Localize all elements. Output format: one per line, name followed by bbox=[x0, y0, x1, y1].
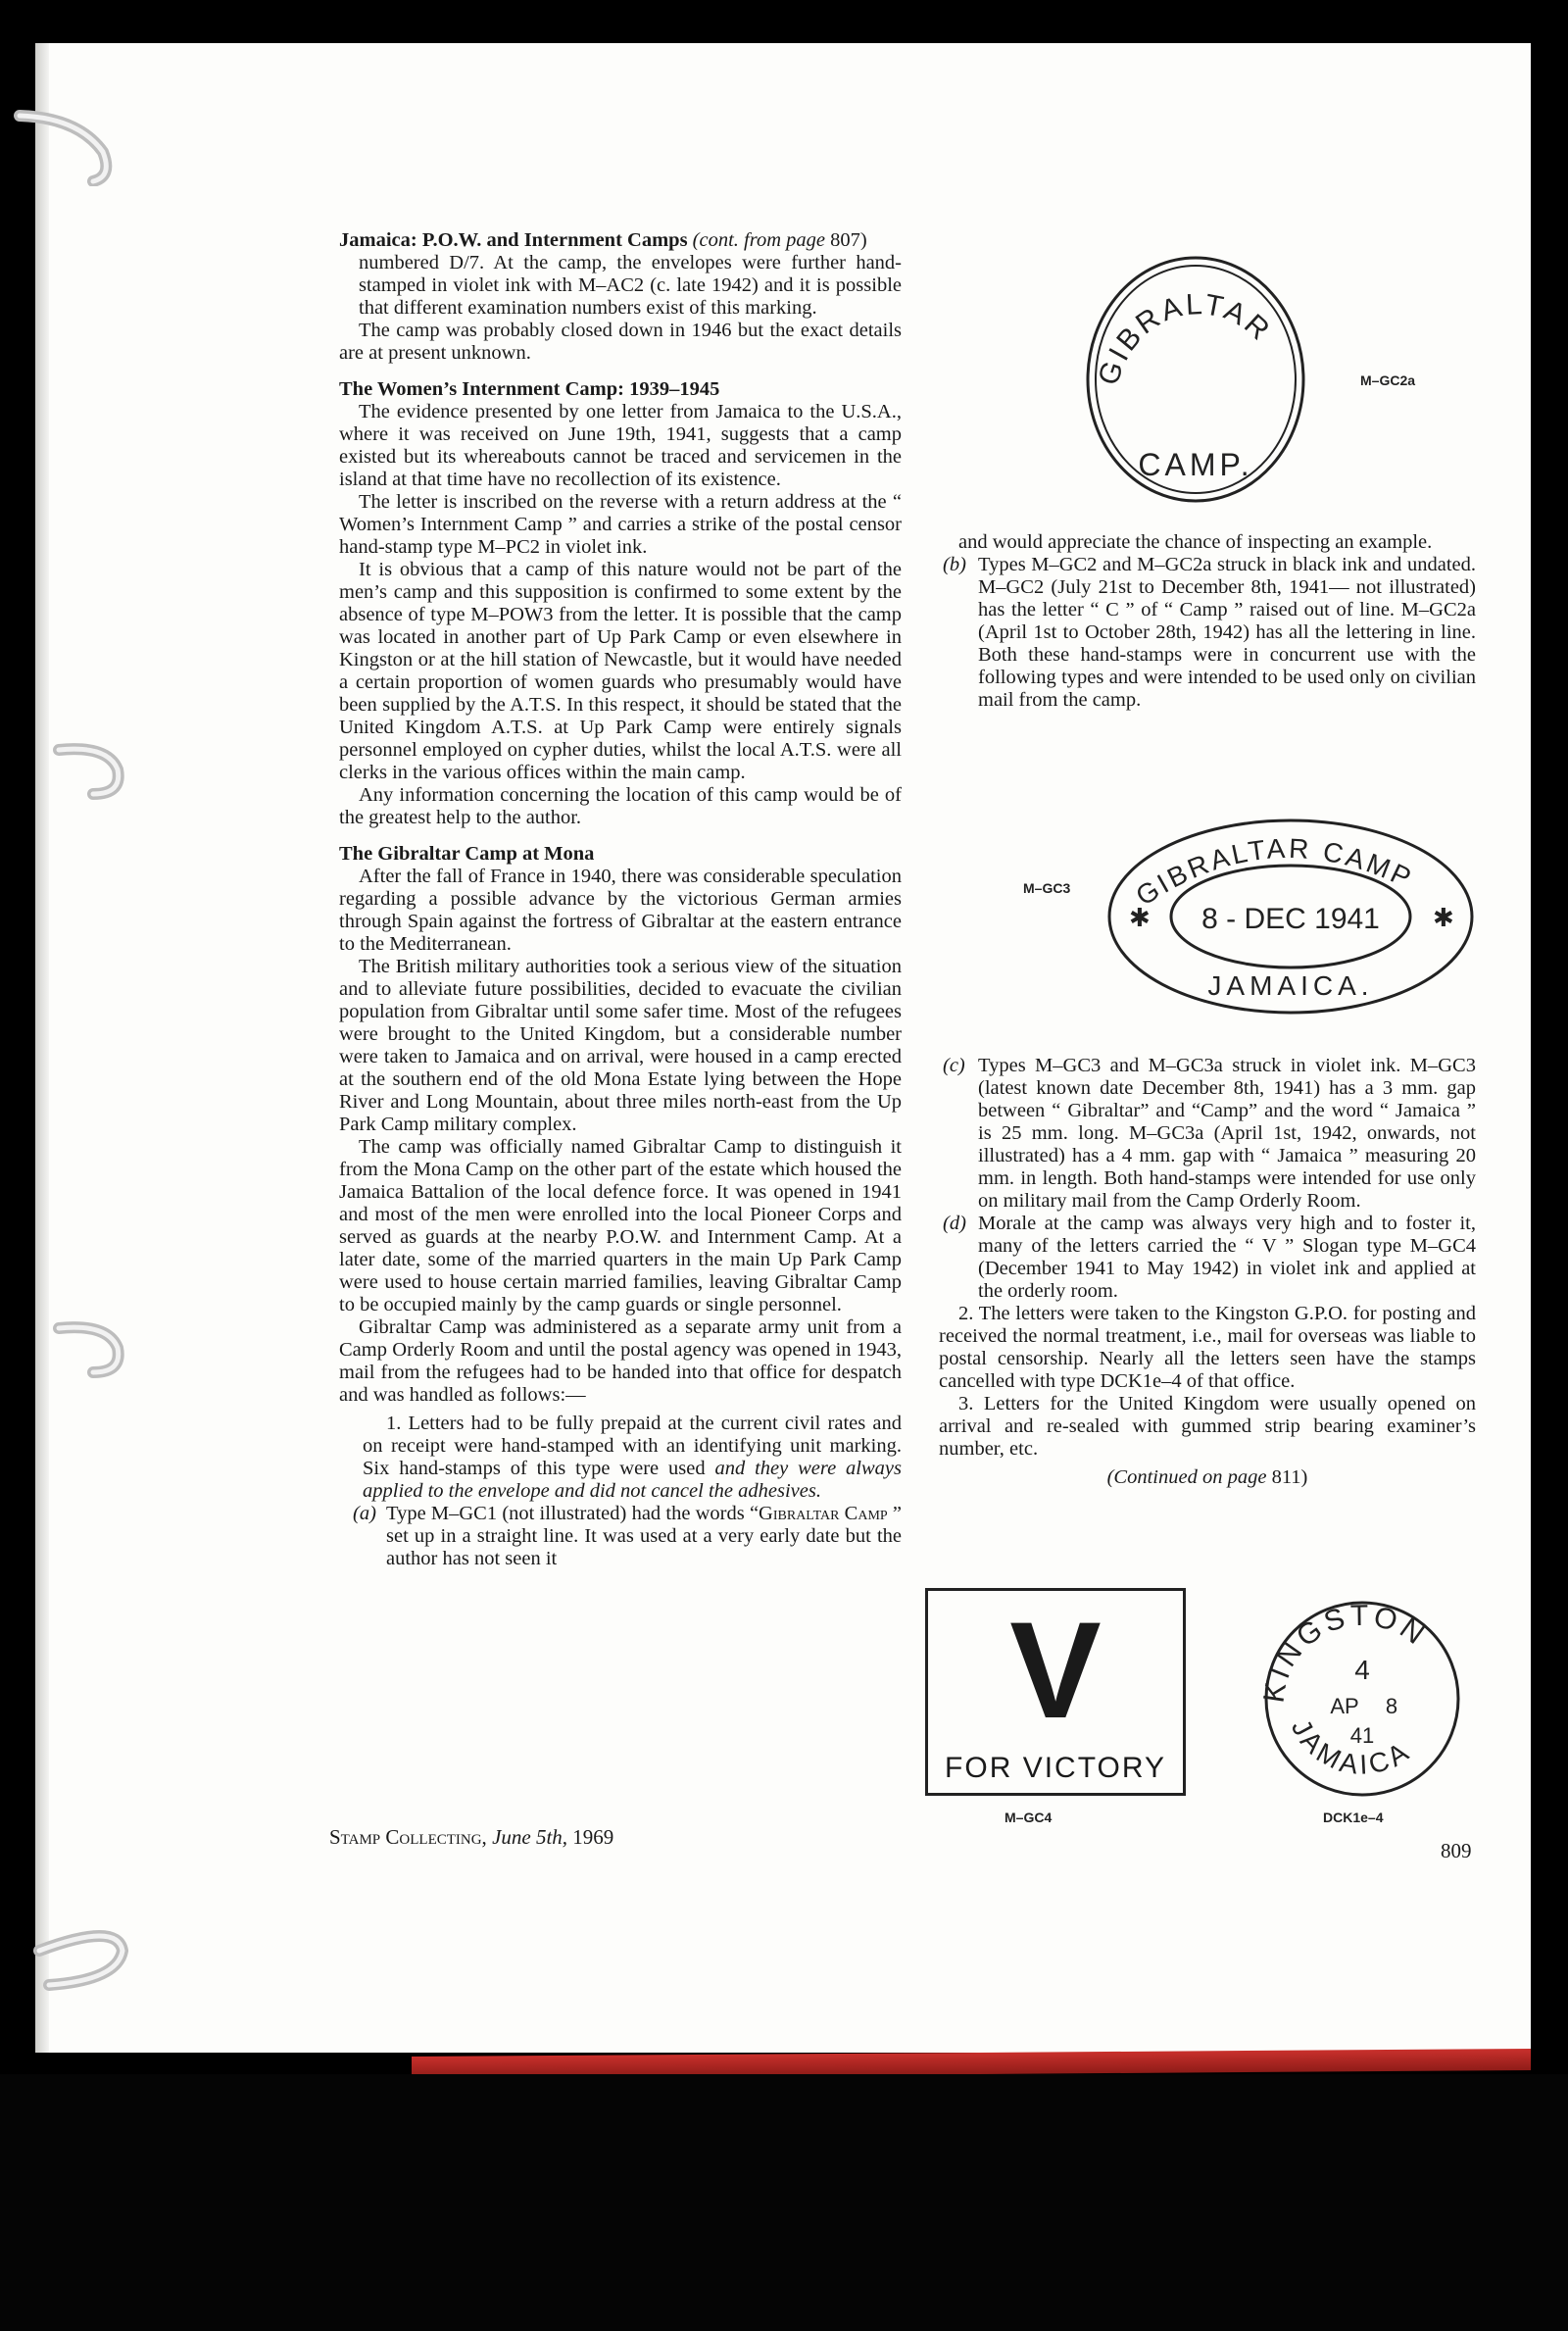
binder-ring-2 bbox=[39, 725, 157, 814]
continued-note: (Continued on page 811) bbox=[1106, 1466, 1308, 1488]
paragraph: The camp was probably closed down in 1946 but the exact details are at present unknown. bbox=[339, 320, 902, 364]
paragraph: and would appreciate the chance of inspecting an example. bbox=[958, 531, 1433, 553]
dck-bottom-text: JAMAICA bbox=[1285, 1713, 1417, 1781]
caption-m-gc4: M–GC4 bbox=[1004, 1810, 1053, 1825]
paragraph: 2. The letters were taken to the Kingston G.P.O. for posting and received the normal treatment, i.e., mail for overseas was liable to postal censorship. Nearly all the letters seen have the stamps cancelled with type DCK1e–4 of that office. bbox=[939, 1303, 1476, 1392]
dck-hour: 8 bbox=[1385, 1694, 1398, 1718]
section-heading-womens-camp: The Women’s Internment Camp: 1939–1945 bbox=[339, 378, 720, 400]
paragraph: The letter is inscribed on the reverse with a return address at the “ Women’s Internment Camp ” and carries a strike of the postal censor hand-stamp type M–PC2 in violet ink. bbox=[339, 491, 902, 558]
paragraph: After the fall of France in 1940, there was considerable speculation regarding a possible advance by the victorious German armies through Spain against the fortress of Gibraltar at the eastern entrance to the Mediterranean. bbox=[339, 866, 902, 955]
postmark-m-gc3 bbox=[1100, 814, 1482, 1019]
paragraph: Any information concerning the location of this camp would be of the greatest help to the author. bbox=[339, 784, 902, 828]
binder-ring-4 bbox=[29, 1911, 147, 2000]
list-item-b: (b) Types M–GC2 and M–GC2a struck in black ink and undated. M–GC2 (July 21st to December 8th, 1941— not illustrated) has the letter “ C ” of “ Camp ” raised out of line. M–GC2a (April 1st to October 28th, 1942) has all the lettering in line. Both these hand-stamps were in concurrent use with the following types and were intended to be used only on civilian mail from the camp. bbox=[943, 554, 1476, 711]
gc3-star-left: ✱ bbox=[1129, 904, 1151, 932]
slogan-stamp-m-gc4 bbox=[925, 1588, 1186, 1796]
binder-ring-1 bbox=[10, 98, 127, 186]
postmark-dck1e-4 bbox=[1254, 1596, 1470, 1802]
background-floor bbox=[0, 2074, 1568, 2331]
paragraph: Gibraltar Camp was administered as a separate army unit from a Camp Orderly Room and until the postal agency was opened in 1943, mail from the refugees had to be handed into that office for despatch and was handled as follows:— bbox=[339, 1316, 902, 1406]
page-number: 809 bbox=[1441, 1839, 1472, 1862]
running-heading: Jamaica: P.O.W. and Internment Camps (cont. from page 807) bbox=[339, 229, 867, 251]
gc2a-bottom-text: CAMP. bbox=[1138, 447, 1253, 482]
victory-v-letter: V bbox=[1009, 1593, 1102, 1747]
page-binding-edge bbox=[35, 43, 49, 2053]
paragraph: The camp was officially named Gibraltar Camp to distinguish it from the Mona Camp on the other part of the estate which housed the Jamaica Battalion of the local defence force. It was opened in 1941 and most of the men were enrolled into the local Pioneer Corps and served as guards at the nearby P.O.W. and Internment Camp. At a later date, some of the married quarters in the main Up Park Camp were used to house certain married families, leaving Gibraltar Camp to be occupied mainly by the camp guards or single personnel. bbox=[339, 1136, 902, 1315]
right-column-top bbox=[939, 531, 1476, 712]
gc3-date-text: 8 - DEC 1941 bbox=[1201, 903, 1380, 935]
list-item-c: (c) Types M–GC3 and M–GC3a struck in violet ink. M–GC3 (latest known date December 8th, 1941) has a 3 mm. gap between “ Gibraltar” and “Camp” and the word “ Jamaica ” is 25 mm. long. M–GC3a (April 1st, 1942, onwards, not illustrated) has a 4 mm. gap with “ Jamaica ” measuring 20 mm. in length. Both hand-stamps were intended for use only on military mail from the Camp Orderly Room. bbox=[943, 1055, 1476, 1212]
victory-text: FOR VICTORY bbox=[945, 1752, 1166, 1784]
gc3-star-right: ✱ bbox=[1433, 904, 1454, 932]
right-column-bottom bbox=[939, 1055, 1476, 1489]
paragraph: 3. Letters for the United Kingdom were usually opened on arrival and re-sealed with gummed strip bearing examiner’s number, etc. bbox=[939, 1393, 1476, 1460]
caption-m-gc3: M–GC3 bbox=[1023, 880, 1071, 896]
list-item-d: (d) Morale at the camp was always very high and to foster it, many of the letters carried the “ V ” Slogan type M–GC4 (December 1941 to May 1942) in violet ink and applied at the orderly room. bbox=[943, 1213, 1476, 1302]
gc3-bottom-text: JAMAICA. bbox=[1207, 970, 1374, 1001]
caption-dck1e-4: DCK1e–4 bbox=[1323, 1810, 1384, 1825]
postmark-m-gc2a bbox=[1078, 240, 1313, 520]
dck-top-text: KINGSTON bbox=[1257, 1599, 1434, 1706]
dck-year: 41 bbox=[1349, 1723, 1375, 1748]
dck-month: AP bbox=[1330, 1694, 1359, 1718]
numbered-item-1: 1. Letters had to be fully prepaid at the current civil rates and on receipt were hand-stamped with an identifying unit marking. Six hand-stamps of this type were used and they were always applied to the envelope and did not cancel the adhesives. bbox=[363, 1413, 902, 1502]
dck-day: 4 bbox=[1354, 1655, 1370, 1685]
gc2a-top-text: GIBRALTAR bbox=[1092, 288, 1278, 389]
gc3-top-text: GIBRALTAR CAMP bbox=[1130, 832, 1419, 912]
list-item-a: (a) Type M–GC1 (not illustrated) had the words “Gibraltar Camp ” set up in a straight line. It was used at a very early date but the author has not seen it bbox=[353, 1503, 902, 1569]
footer-publication: Stamp Collecting, June 5th, 1969 bbox=[329, 1825, 614, 1849]
binder-ring-3 bbox=[39, 1304, 157, 1392]
svg-text:KINGSTON bbox=[1257, 1600, 1433, 1705]
caption-m-gc2a: M–GC2a bbox=[1360, 372, 1416, 388]
paragraph: The evidence presented by one letter from Jamaica to the U.S.A., where it was received on June 19th, 1941, suggests that a camp existed but its whereabouts cannot be traced and servicemen in the island at that time have no recollection of its existence. bbox=[339, 401, 902, 490]
paragraph: It is obvious that a camp of this nature would not be part of the men’s camp and this supposition is confirmed to some extent by the absence of type M–POW3 from the letter. It is possible that the camp was located in another part of Up Park Camp or even elsewhere in Kingston or at the hill station of Newcastle, but it would have needed a certain proportion of women guards who presumably would have been supplied by the A.T.S. In this respect, it should be stated that the United Kingdom A.T.S. at Up Park Camp were entirely signals personnel employed on cypher duties, whilst the local A.T.S. were all clerks in the various offices within the main camp. bbox=[339, 559, 902, 783]
paragraph: numbered D/7. At the camp, the envelopes were further hand-stamped in violet ink with M–AC2 (c. late 1942) and it is possible that different examination numbers exist of this marking. bbox=[359, 252, 902, 319]
section-heading-gibraltar-camp: The Gibraltar Camp at Mona bbox=[339, 843, 595, 865]
paragraph: The British military authorities took a serious view of the situation and to alleviate future possibilities, decided to evacuate the civilian population from Gibraltar until some safer time. Most of the refugees were brought to the United Kingdom, but a considerable number were taken to Jamaica and on arrival, were housed in a camp erected at the southern end of the old Mona Estate lying between the Hope River and Long Mountain, about three miles north-east from the Up Park Camp military complex. bbox=[339, 956, 902, 1135]
left-column bbox=[339, 229, 902, 1570]
